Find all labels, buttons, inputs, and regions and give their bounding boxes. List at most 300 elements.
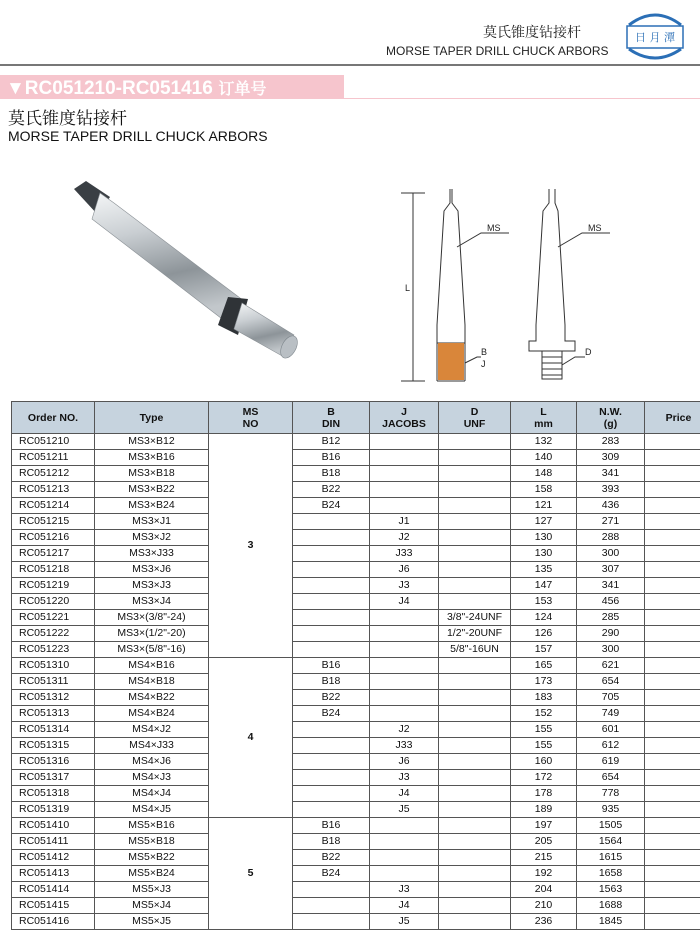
cell-l-mm: 172 xyxy=(511,770,577,786)
header-title-en: MORSE TAPER DRILL CHUCK ARBORS xyxy=(386,44,609,58)
cell-d-unf: 1/2"-20UNF xyxy=(439,626,511,642)
cell-l-mm: 155 xyxy=(511,722,577,738)
cell-nw-g: 654 xyxy=(577,770,645,786)
cell-nw-g: 341 xyxy=(577,466,645,482)
cell-ms-no: 3 xyxy=(209,434,293,658)
cell-b-din xyxy=(293,722,370,738)
cell-b-din xyxy=(293,562,370,578)
cell-price xyxy=(645,754,700,770)
cell-price xyxy=(645,866,700,882)
cell-d-unf xyxy=(439,434,511,450)
cell-j-jacobs xyxy=(370,674,439,690)
cell-b-din xyxy=(293,530,370,546)
cell-nw-g: 619 xyxy=(577,754,645,770)
cell-l-mm: 158 xyxy=(511,482,577,498)
cell-type: MS3×J6 xyxy=(95,562,209,578)
table-row xyxy=(12,834,700,850)
cell-order-no: RC051210 xyxy=(12,434,95,450)
cell-nw-g: 601 xyxy=(577,722,645,738)
cell-b-din: B16 xyxy=(293,450,370,466)
col-header-line1: MS xyxy=(242,405,259,418)
table-row xyxy=(12,658,700,674)
cell-j-jacobs: J6 xyxy=(370,562,439,578)
table-row xyxy=(12,546,700,562)
cell-nw-g: 1658 xyxy=(577,866,645,882)
cell-type: MS4×J4 xyxy=(95,786,209,802)
cell-l-mm: 121 xyxy=(511,498,577,514)
cell-j-jacobs xyxy=(370,834,439,850)
cell-price xyxy=(645,882,700,898)
cell-j-jacobs xyxy=(370,690,439,706)
cell-d-unf xyxy=(439,866,511,882)
cell-price xyxy=(645,498,700,514)
cell-l-mm: 130 xyxy=(511,530,577,546)
cell-type: MS4×B24 xyxy=(95,706,209,722)
table-row xyxy=(12,914,700,930)
cell-nw-g: 1845 xyxy=(577,914,645,930)
cell-price xyxy=(645,658,700,674)
cell-l-mm: 197 xyxy=(511,818,577,834)
table-row xyxy=(12,802,700,818)
col-header-line1: B xyxy=(327,405,335,418)
cell-j-jacobs xyxy=(370,658,439,674)
cell-price xyxy=(645,738,700,754)
cell-price xyxy=(645,834,700,850)
cell-d-unf xyxy=(439,738,511,754)
table-row xyxy=(12,866,700,882)
cell-l-mm: 204 xyxy=(511,882,577,898)
cell-b-din: B18 xyxy=(293,674,370,690)
table-row xyxy=(12,594,700,610)
cell-type: MS4×J2 xyxy=(95,722,209,738)
brand-logo xyxy=(623,9,687,63)
cell-order-no: RC051319 xyxy=(12,802,95,818)
cell-l-mm: 173 xyxy=(511,674,577,690)
banner-code-range: ▼RC051210-RC051416 xyxy=(6,78,213,99)
cell-b-din: B22 xyxy=(293,850,370,866)
cell-l-mm: 210 xyxy=(511,898,577,914)
cell-b-din: B24 xyxy=(293,498,370,514)
cell-d-unf xyxy=(439,578,511,594)
cell-type: MS3×J2 xyxy=(95,530,209,546)
cell-order-no: RC051315 xyxy=(12,738,95,754)
cell-b-din xyxy=(293,802,370,818)
cell-order-no: RC051310 xyxy=(12,658,95,674)
cell-order-no: RC051216 xyxy=(12,530,95,546)
col-header-order-no xyxy=(12,402,95,434)
cell-b-din xyxy=(293,594,370,610)
cell-l-mm: 205 xyxy=(511,834,577,850)
col-header-d-unf xyxy=(439,402,511,434)
cell-j-jacobs xyxy=(370,626,439,642)
cell-price xyxy=(645,914,700,930)
cell-d-unf xyxy=(439,530,511,546)
cell-ms-no: 5 xyxy=(209,818,293,930)
table-row xyxy=(12,450,700,466)
cell-price xyxy=(645,610,700,626)
cell-d-unf xyxy=(439,690,511,706)
cell-order-no: RC051217 xyxy=(12,546,95,562)
cell-l-mm: 135 xyxy=(511,562,577,578)
cell-l-mm: 155 xyxy=(511,738,577,754)
cell-type: MS5×J4 xyxy=(95,898,209,914)
cell-price xyxy=(645,850,700,866)
cell-d-unf xyxy=(439,546,511,562)
logo-text: 日 月 潭 xyxy=(635,31,675,44)
cell-price xyxy=(645,706,700,722)
cell-type: MS5×B16 xyxy=(95,818,209,834)
table-row xyxy=(12,898,700,914)
dim-l-label: L xyxy=(405,283,411,293)
cell-order-no: RC051412 xyxy=(12,850,95,866)
cell-nw-g: 341 xyxy=(577,578,645,594)
section-title-cn: 莫氏锥度钻接杆 xyxy=(8,109,127,129)
cell-nw-g: 1615 xyxy=(577,850,645,866)
cell-type: MS4×B16 xyxy=(95,658,209,674)
col-header-line2: mm xyxy=(534,417,553,430)
cell-j-jacobs xyxy=(370,450,439,466)
cell-price xyxy=(645,818,700,834)
cell-price xyxy=(645,690,700,706)
table-header-row xyxy=(12,402,700,434)
cell-order-no: RC051214 xyxy=(12,498,95,514)
cell-l-mm: 153 xyxy=(511,594,577,610)
table-row xyxy=(12,706,700,722)
cell-l-mm: 183 xyxy=(511,690,577,706)
col-header-line1: J xyxy=(401,405,407,418)
table-row xyxy=(12,818,700,834)
cell-j-jacobs: J33 xyxy=(370,738,439,754)
cell-j-jacobs xyxy=(370,434,439,450)
cell-d-unf xyxy=(439,514,511,530)
cell-order-no: RC051213 xyxy=(12,482,95,498)
cell-l-mm: 127 xyxy=(511,514,577,530)
table-row xyxy=(12,882,700,898)
banner-suffix: 订单号 xyxy=(212,79,267,98)
cell-l-mm: 165 xyxy=(511,658,577,674)
cell-nw-g: 307 xyxy=(577,562,645,578)
col-header-nw-g xyxy=(577,402,645,434)
col-header-b-din xyxy=(293,402,370,434)
cell-order-no: RC051314 xyxy=(12,722,95,738)
cell-b-din xyxy=(293,898,370,914)
product-photo xyxy=(62,175,332,375)
cell-l-mm: 215 xyxy=(511,850,577,866)
cell-b-din: B12 xyxy=(293,434,370,450)
j-label: J xyxy=(481,359,486,369)
cell-price xyxy=(645,466,700,482)
cell-b-din: B18 xyxy=(293,834,370,850)
cell-l-mm: 157 xyxy=(511,642,577,658)
col-header-line1: N.W. xyxy=(599,405,622,418)
cell-order-no: RC051411 xyxy=(12,834,95,850)
cell-l-mm: 140 xyxy=(511,450,577,466)
section-title-en: MORSE TAPER DRILL CHUCK ARBORS xyxy=(8,128,268,144)
cell-b-din xyxy=(293,786,370,802)
cell-price xyxy=(645,626,700,642)
cell-type: MS4×B22 xyxy=(95,690,209,706)
cell-price xyxy=(645,578,700,594)
banner-divider xyxy=(344,98,700,99)
cell-j-jacobs xyxy=(370,466,439,482)
cell-b-din xyxy=(293,738,370,754)
table-row xyxy=(12,610,700,626)
cell-d-unf xyxy=(439,898,511,914)
cell-b-din: B18 xyxy=(293,466,370,482)
cell-l-mm: 236 xyxy=(511,914,577,930)
table-row xyxy=(12,530,700,546)
col-header-ms-no xyxy=(209,402,293,434)
cell-b-din: B22 xyxy=(293,690,370,706)
table-row xyxy=(12,578,700,594)
cell-type: MS3×J4 xyxy=(95,594,209,610)
cell-l-mm: 148 xyxy=(511,466,577,482)
cell-j-jacobs: J2 xyxy=(370,722,439,738)
cell-price xyxy=(645,450,700,466)
cell-ms-no: 4 xyxy=(209,658,293,818)
cell-nw-g: 705 xyxy=(577,690,645,706)
cell-nw-g: 300 xyxy=(577,546,645,562)
cell-order-no: RC051413 xyxy=(12,866,95,882)
cell-d-unf xyxy=(439,674,511,690)
cell-d-unf xyxy=(439,466,511,482)
cell-nw-g: 1564 xyxy=(577,834,645,850)
cell-price xyxy=(645,434,700,450)
cell-b-din xyxy=(293,754,370,770)
cell-type: MS5×B24 xyxy=(95,866,209,882)
table-row xyxy=(12,674,700,690)
cell-nw-g: 285 xyxy=(577,610,645,626)
ms-label-left: MS xyxy=(487,223,501,233)
cell-price xyxy=(645,770,700,786)
cell-price xyxy=(645,514,700,530)
table-row xyxy=(12,754,700,770)
col-header-line2: JACOBS xyxy=(382,417,426,430)
col-header-line2: NO xyxy=(242,417,259,430)
cell-nw-g: 612 xyxy=(577,738,645,754)
cell-j-jacobs xyxy=(370,498,439,514)
cell-d-unf xyxy=(439,802,511,818)
cell-nw-g: 778 xyxy=(577,786,645,802)
cell-nw-g: 749 xyxy=(577,706,645,722)
cell-j-jacobs: J1 xyxy=(370,514,439,530)
cell-l-mm: 152 xyxy=(511,706,577,722)
cell-type: MS3×(3/8"-24) xyxy=(95,610,209,626)
cell-d-unf xyxy=(439,834,511,850)
table-row xyxy=(12,786,700,802)
cell-price xyxy=(645,674,700,690)
cell-nw-g: 283 xyxy=(577,434,645,450)
cell-j-jacobs xyxy=(370,706,439,722)
cell-b-din xyxy=(293,610,370,626)
cell-order-no: RC051316 xyxy=(12,754,95,770)
cell-b-din xyxy=(293,546,370,562)
cell-price xyxy=(645,642,700,658)
col-header-line1: Price xyxy=(665,411,692,424)
cell-type: MS5×J3 xyxy=(95,882,209,898)
cell-order-no: RC051318 xyxy=(12,786,95,802)
cell-nw-g: 935 xyxy=(577,802,645,818)
cell-j-jacobs xyxy=(370,642,439,658)
cell-order-no: RC051410 xyxy=(12,818,95,834)
cell-type: MS3×B16 xyxy=(95,450,209,466)
cell-b-din: B16 xyxy=(293,658,370,674)
cell-d-unf xyxy=(439,722,511,738)
cell-order-no: RC051221 xyxy=(12,610,95,626)
cell-type: MS5×J5 xyxy=(95,914,209,930)
cell-b-din xyxy=(293,770,370,786)
cell-nw-g: 1505 xyxy=(577,818,645,834)
cell-price xyxy=(645,898,700,914)
cell-order-no: RC051313 xyxy=(12,706,95,722)
table-row xyxy=(12,770,700,786)
d-label: D xyxy=(585,347,592,357)
cell-j-jacobs: J3 xyxy=(370,770,439,786)
cell-l-mm: 189 xyxy=(511,802,577,818)
table-row xyxy=(12,498,700,514)
cell-order-no: RC051211 xyxy=(12,450,95,466)
col-header-line2: UNF xyxy=(463,417,486,430)
table-row xyxy=(12,626,700,642)
cell-type: MS3×J1 xyxy=(95,514,209,530)
cell-nw-g: 1688 xyxy=(577,898,645,914)
cell-order-no: RC051416 xyxy=(12,914,95,930)
cell-b-din: B16 xyxy=(293,818,370,834)
cell-l-mm: 178 xyxy=(511,786,577,802)
cell-price xyxy=(645,530,700,546)
cell-j-jacobs xyxy=(370,850,439,866)
cell-price xyxy=(645,482,700,498)
cell-l-mm: 147 xyxy=(511,578,577,594)
cell-b-din: B24 xyxy=(293,866,370,882)
cell-nw-g: 456 xyxy=(577,594,645,610)
cell-nw-g: 621 xyxy=(577,658,645,674)
col-header-j-jacobs xyxy=(370,402,439,434)
table-row xyxy=(12,562,700,578)
col-header-line2: DIN xyxy=(321,417,341,430)
cell-type: MS5×B18 xyxy=(95,834,209,850)
cell-j-jacobs: J4 xyxy=(370,786,439,802)
cell-type: MS4×B18 xyxy=(95,674,209,690)
table-row xyxy=(12,514,700,530)
cell-l-mm: 124 xyxy=(511,610,577,626)
cell-type: MS3×B22 xyxy=(95,482,209,498)
cell-j-jacobs: J6 xyxy=(370,754,439,770)
cell-nw-g: 300 xyxy=(577,642,645,658)
table-row xyxy=(12,434,700,450)
cell-j-jacobs: J3 xyxy=(370,882,439,898)
cell-order-no: RC051222 xyxy=(12,626,95,642)
cell-nw-g: 309 xyxy=(577,450,645,466)
cell-b-din xyxy=(293,642,370,658)
header-divider xyxy=(0,64,700,66)
cell-nw-g: 436 xyxy=(577,498,645,514)
col-header-line2: (g) xyxy=(603,417,618,430)
col-header-type xyxy=(95,402,209,434)
cell-d-unf xyxy=(439,850,511,866)
cell-d-unf xyxy=(439,658,511,674)
cell-j-jacobs: J4 xyxy=(370,594,439,610)
cell-order-no: RC051415 xyxy=(12,898,95,914)
cell-j-jacobs xyxy=(370,818,439,834)
cell-d-unf xyxy=(439,450,511,466)
cell-order-no: RC051215 xyxy=(12,514,95,530)
table-row xyxy=(12,850,700,866)
table-row xyxy=(12,690,700,706)
cell-b-din xyxy=(293,882,370,898)
cell-nw-g: 1563 xyxy=(577,882,645,898)
cell-price xyxy=(645,802,700,818)
cell-type: MS3×(1/2"-20) xyxy=(95,626,209,642)
cell-d-unf xyxy=(439,562,511,578)
col-header-line1: L xyxy=(540,405,547,418)
b-label: B xyxy=(481,347,488,357)
cell-j-jacobs xyxy=(370,866,439,882)
cell-j-jacobs: J33 xyxy=(370,546,439,562)
table-row xyxy=(12,738,700,754)
cell-b-din: B22 xyxy=(293,482,370,498)
cell-type: MS4×J3 xyxy=(95,770,209,786)
cell-b-din: B24 xyxy=(293,706,370,722)
spec-table xyxy=(11,401,700,930)
cell-j-jacobs: J2 xyxy=(370,530,439,546)
table-body xyxy=(12,434,700,930)
table-row xyxy=(12,642,700,658)
header-title-cn: 莫氏锥度钻接杆 xyxy=(483,25,581,41)
cell-order-no: RC051317 xyxy=(12,770,95,786)
cell-nw-g: 290 xyxy=(577,626,645,642)
cell-d-unf xyxy=(439,594,511,610)
cell-price xyxy=(645,562,700,578)
cell-b-din xyxy=(293,578,370,594)
cell-l-mm: 160 xyxy=(511,754,577,770)
cell-type: MS3×J33 xyxy=(95,546,209,562)
cell-type: MS3×J3 xyxy=(95,578,209,594)
cell-price xyxy=(645,786,700,802)
cell-type: MS4×J6 xyxy=(95,754,209,770)
ms-label-right: MS xyxy=(588,223,602,233)
cell-nw-g: 271 xyxy=(577,514,645,530)
col-header-line1: Type xyxy=(139,411,164,424)
cell-d-unf xyxy=(439,786,511,802)
col-header-line1: Order NO. xyxy=(27,411,79,424)
col-header-l-mm xyxy=(511,402,577,434)
cell-d-unf xyxy=(439,706,511,722)
cell-order-no: RC051312 xyxy=(12,690,95,706)
table-row xyxy=(12,722,700,738)
cell-type: MS3×B12 xyxy=(95,434,209,450)
technical-drawing xyxy=(395,185,625,385)
table-row xyxy=(12,466,700,482)
cell-order-no: RC051414 xyxy=(12,882,95,898)
cell-b-din xyxy=(293,514,370,530)
cell-j-jacobs: J5 xyxy=(370,914,439,930)
cell-type: MS3×(5/8"-16) xyxy=(95,642,209,658)
cell-type: MS3×B18 xyxy=(95,466,209,482)
cell-j-jacobs: J4 xyxy=(370,898,439,914)
cell-d-unf xyxy=(439,754,511,770)
cell-d-unf xyxy=(439,770,511,786)
cell-j-jacobs: J5 xyxy=(370,802,439,818)
cell-type: MS4×J33 xyxy=(95,738,209,754)
cell-j-jacobs: J3 xyxy=(370,578,439,594)
cell-order-no: RC051212 xyxy=(12,466,95,482)
cell-order-no: RC051311 xyxy=(12,674,95,690)
cell-d-unf xyxy=(439,498,511,514)
col-header-line1: D xyxy=(470,405,479,418)
cell-d-unf: 3/8"-24UNF xyxy=(439,610,511,626)
cell-type: MS5×B22 xyxy=(95,850,209,866)
